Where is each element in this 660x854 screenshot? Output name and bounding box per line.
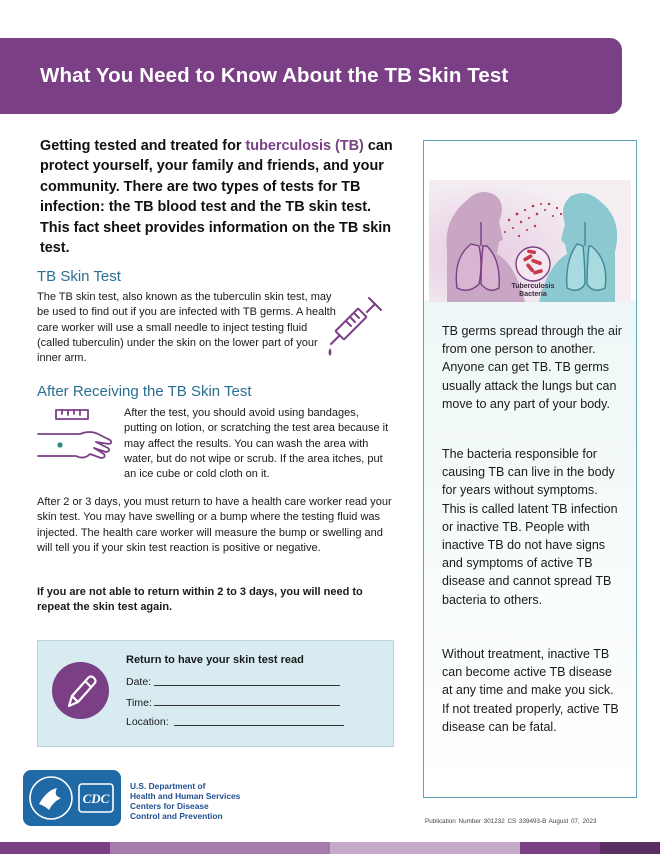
side-text-2: The bacteria responsible for causing TB can live in the body for years without symptoms. This is called latent TB infection or inactive TB. People with inactive TB do not have signs and symptoms of active TB disease and cannot spread TB bacteria to others.: [442, 447, 618, 607]
org-line-3: Centers for Disease: [130, 801, 209, 811]
bottom-bar-segment: [600, 842, 660, 854]
publication-number: Publication Number 301232 CS 339493-B August 07, 2023: [425, 818, 597, 825]
date-label: Date:: [126, 676, 152, 688]
org-line-2: Health and Human Services: [130, 791, 241, 801]
bottom-bar-segment: [0, 842, 110, 854]
location-label: Location:: [126, 716, 169, 728]
side-text-3: Without treatment, inactive TB can become active TB disease at any time and make you sick. If not treated properly, active TB disease can be fatal.: [442, 647, 619, 734]
syringe-icon: [325, 292, 387, 362]
repeat-warning: If you are not able to return within 2 to 3 days, you will need to repeat the skin test again.: [37, 586, 363, 614]
location-field[interactable]: [174, 725, 344, 726]
after-test-heading: After Receiving the TB Skin Test: [37, 383, 252, 400]
org-line-1: U.S. Department of: [130, 781, 206, 791]
intro-before: Getting tested and treated for: [40, 138, 246, 154]
bottom-bar-segment: [330, 842, 520, 854]
intro-paragraph: [40, 136, 400, 258]
arm-ruler-icon: [36, 406, 116, 470]
bottom-bar-segment: [110, 842, 330, 854]
after-test-text-1: After the test, you should avoid using bandages, putting on lotion, or scratching the test area because it may affect the results. You can wash the area with water, but do not wipe or scrub. If the area itches, put an ice cube or cold cloth on it.: [124, 407, 389, 481]
bottom-bar-segment: [520, 842, 600, 854]
side-text-1: TB germs spread through the air from one person to another. Anyone can get TB. TB germs usually attack the lungs but can move to any part of your body.: [442, 324, 622, 411]
date-field[interactable]: [154, 685, 340, 686]
tb-transmission-illustration: [429, 180, 631, 302]
skin-test-heading: TB Skin Test: [37, 268, 121, 285]
illustration-label-1: Tuberculosis: [511, 283, 555, 290]
after-test-text-2: After 2 or 3 days, you must return to have a health care worker read your skin test. You may have swelling or a bump where the testing fluid was injected. The health care worker will measure the bump or swelling and will tell you if your skin test reaction is positive or negative.: [37, 496, 392, 554]
page-title: What You Need to Know About the TB Skin Test: [40, 64, 509, 87]
return-box-title: Return to have your skin test read: [126, 654, 304, 666]
tuberculosis-link[interactable]: tuberculosis (TB): [245, 138, 364, 154]
time-label: Time:: [126, 697, 152, 709]
intro-after: can protect yourself, your family and friends, and your community. There are two types of tests for TB infection: the TB blood test and the TB skin test. This fact sheet provides information on the TB skin test.: [40, 138, 393, 257]
hhs-cdc-logo: [23, 770, 121, 826]
illustration-label-2: Bacteria: [519, 291, 547, 298]
org-line-4: Control and Prevention: [130, 811, 223, 821]
pencil-badge: [52, 662, 109, 719]
cdc-logo-text: CDC: [82, 791, 110, 806]
skin-test-text: The TB skin test, also known as the tuberculin skin test, may be used to find out if you are infected with TB germs. A health care worker will use a small needle to inject testing fluid (called tuberculin) under the skin on the lower part of your inner arm.: [37, 291, 336, 365]
pencil-icon: [52, 662, 109, 719]
time-field[interactable]: [154, 705, 340, 706]
hhs-eagle-icon: [23, 770, 121, 826]
